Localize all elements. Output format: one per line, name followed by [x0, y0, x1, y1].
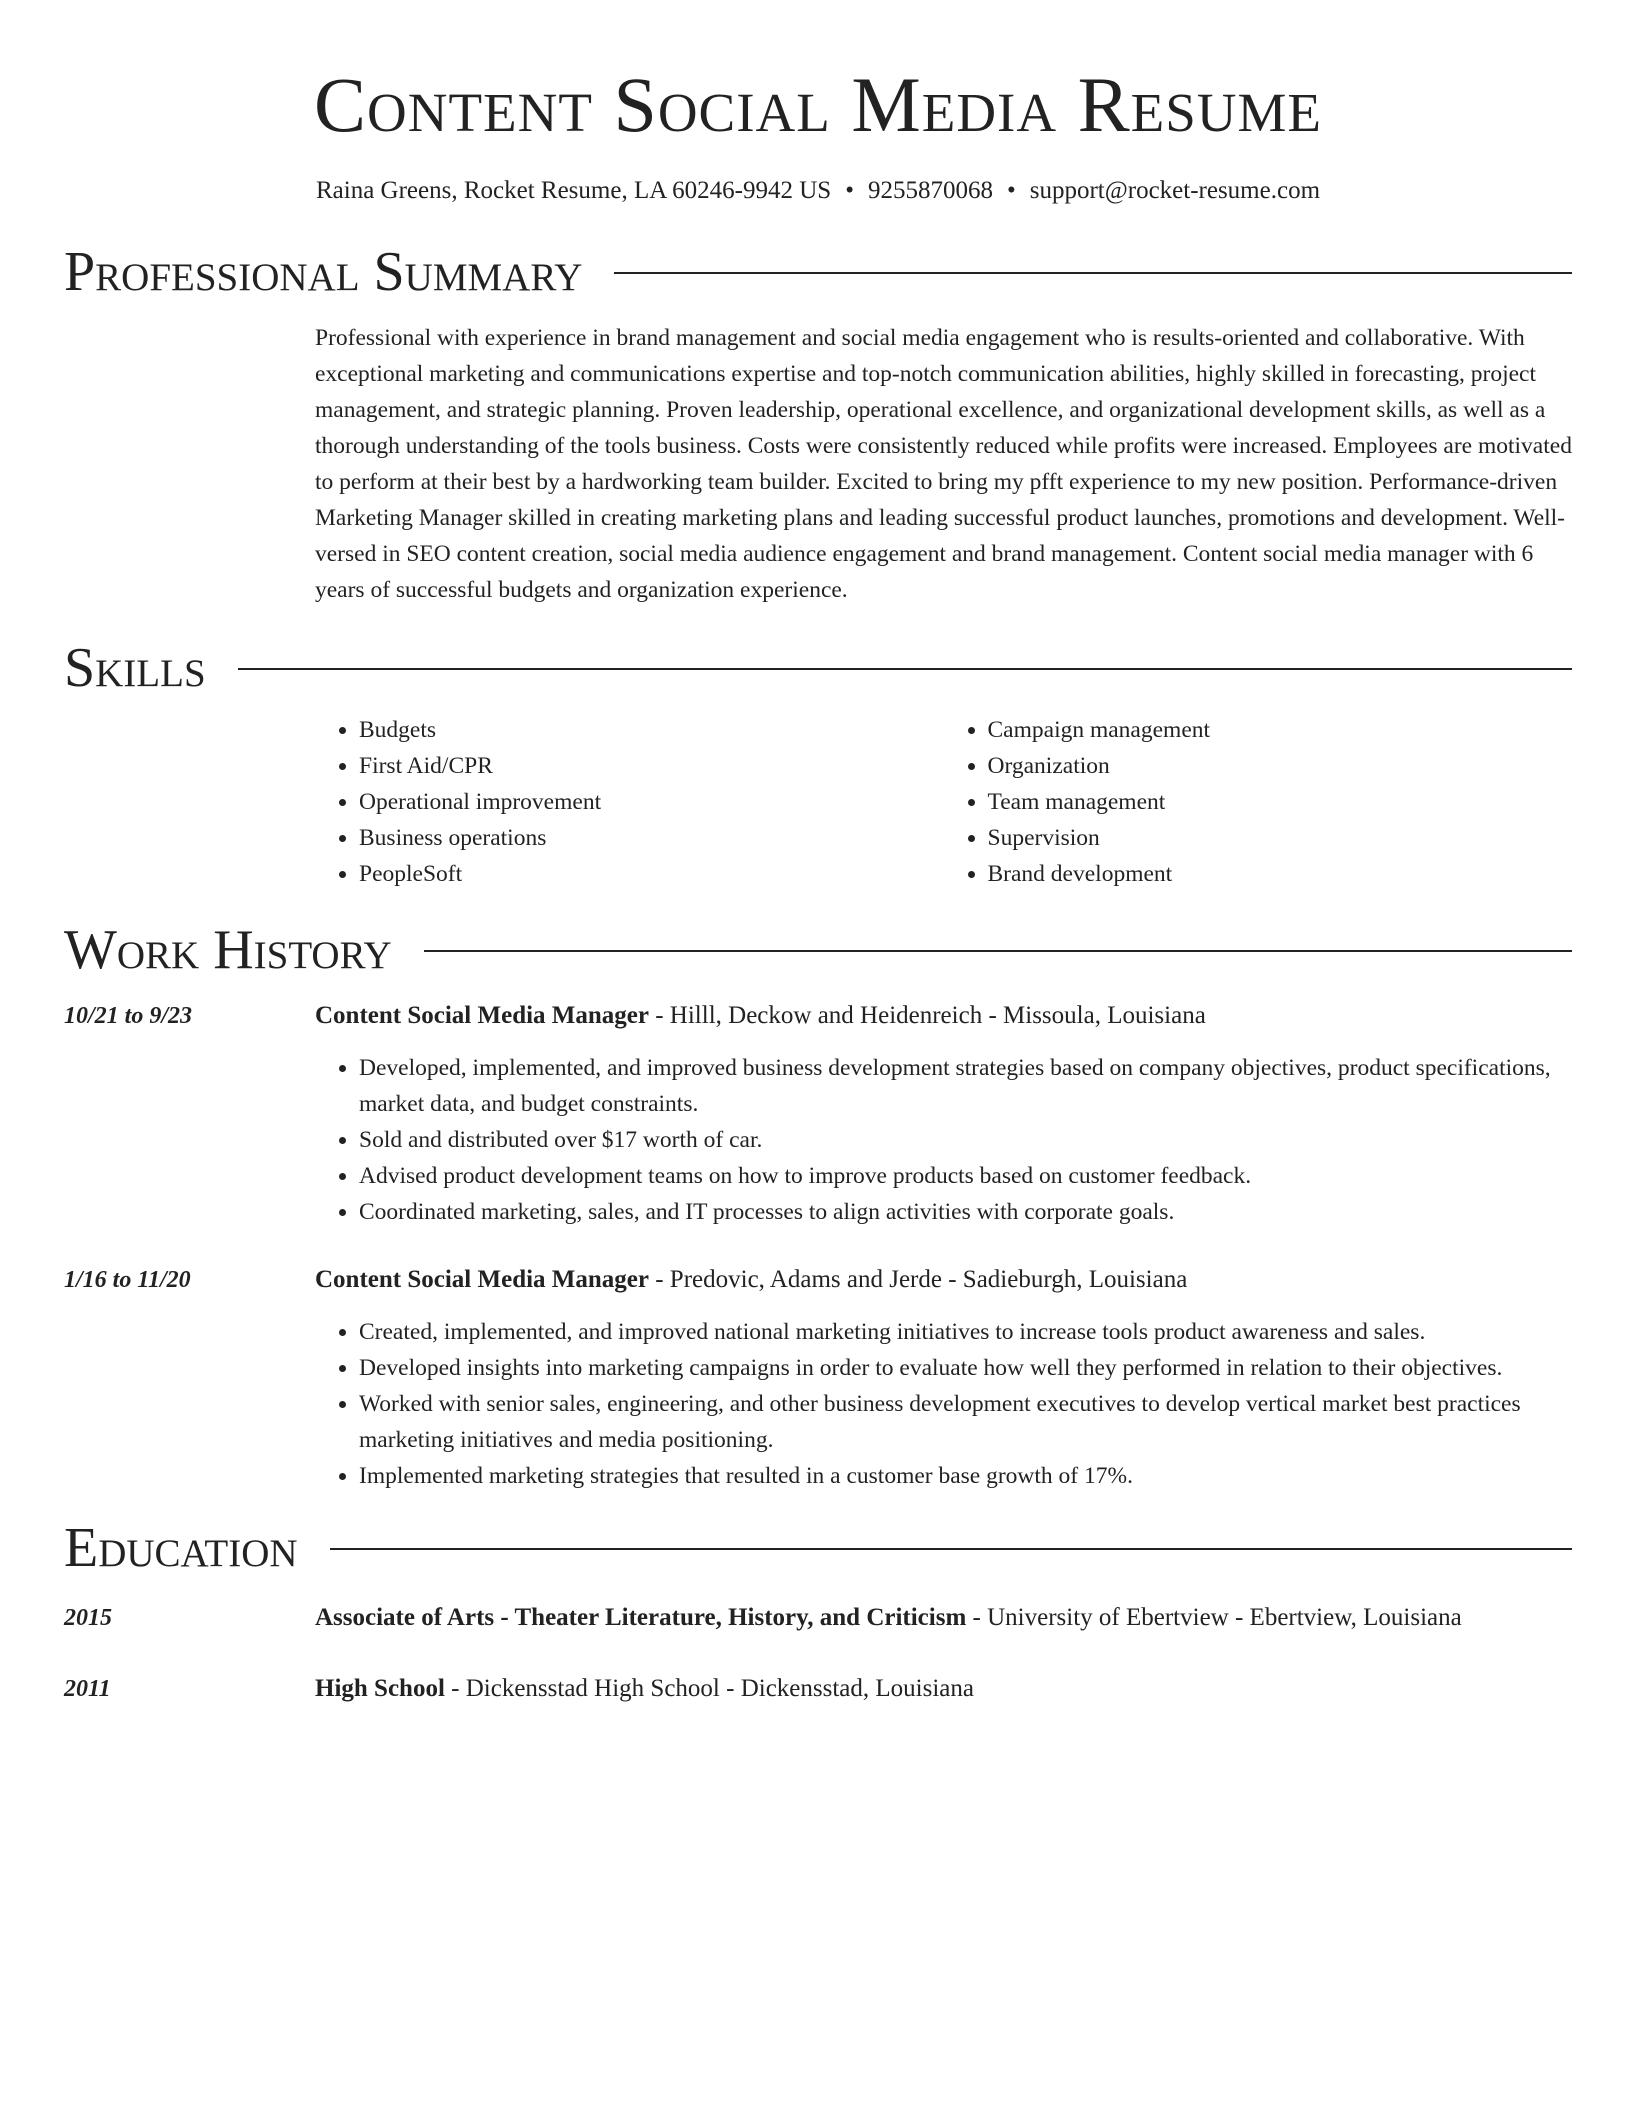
education-line: [315, 1600, 1462, 1636]
skill-item: • Campaign management: [988, 712, 1573, 748]
contact-phone: 9255870068: [867, 177, 993, 204]
skills-heading: Skills: [64, 637, 206, 699]
job-title-line: [315, 1262, 1187, 1298]
section-divider: [614, 272, 1572, 274]
skills-column-right: [944, 712, 1573, 892]
education-heading: Education: [64, 1517, 298, 1579]
job-title-line: [315, 998, 1206, 1034]
skill-item: • Team management: [988, 784, 1573, 820]
job-bullet: • Implemented marketing strategies that resulted in a customer base growth of 17%.: [359, 1458, 1572, 1494]
section-divider: [424, 950, 1572, 952]
resume-page: [64, 0, 1572, 1707]
job-bullet: • Developed insights into marketing campaigns in order to evaluate how well they performed in relation to their objectives.: [359, 1350, 1572, 1386]
skill-item: • PeopleSoft: [359, 856, 944, 892]
section-divider: [330, 1548, 1572, 1550]
skill-item: • Organization: [988, 748, 1573, 784]
job-header: [64, 1262, 1572, 1298]
contact-separator: •: [1006, 177, 1016, 204]
education-degree: Associate of Arts - Theater Literature, History, and Criticism: [315, 1604, 967, 1631]
education-entry: [64, 1671, 1572, 1707]
job-bullet: • Sold and distributed over $17 worth of car.: [359, 1122, 1572, 1158]
job-employer: - Predovic, Adams and Jerde - Sadieburgh, Louisiana: [648, 1266, 1188, 1293]
job-bullet: • Developed, implemented, and improved business development strategies based on company objectives, product specifications, market data, and budget constraints.: [359, 1050, 1572, 1122]
education-degree: High School: [315, 1675, 445, 1702]
summary-section-header: [64, 240, 1572, 304]
summary-body: [315, 320, 1572, 608]
job-bullet: • Created, implemented, and improved national marketing initiatives to increase tools product awareness and sales.: [359, 1314, 1572, 1350]
education-section-header: [64, 1516, 1572, 1580]
skills-column-left: [315, 712, 944, 892]
education-year: 2011: [64, 1676, 111, 1702]
education-school: - University of Ebertview - Ebertview, Louisiana: [966, 1604, 1462, 1631]
job-employer: - Hilll, Deckow and Heidenreich - Missoula, Louisiana: [648, 1002, 1206, 1029]
section-divider: [238, 668, 1572, 670]
skills-list: [315, 712, 1572, 892]
job-title: Content Social Media Manager: [315, 1266, 649, 1293]
job-dates: 1/16 to 11/20: [64, 1267, 191, 1293]
contact-line: [64, 176, 1572, 206]
job-dates: 10/21 to 9/23: [64, 1003, 193, 1029]
job-bullets: [315, 1314, 1572, 1494]
summary-heading: Professional Summary: [64, 241, 583, 303]
contact-separator: •: [845, 177, 854, 204]
job-title: Content Social Media Manager: [315, 1002, 649, 1029]
job-bullets: [315, 1050, 1572, 1230]
job-bullet: • Coordinated marketing, sales, and IT processes to align activities with corporate goals.: [359, 1194, 1572, 1230]
skill-item: • Supervision: [988, 820, 1573, 856]
skill-item: • Budgets: [359, 712, 944, 748]
skill-item: • Operational improvement: [359, 784, 944, 820]
job-bullet: • Advised product development teams on how to improve products based on customer feedback.: [359, 1158, 1572, 1194]
contact-email: support@rocket-resume.com: [1029, 177, 1321, 204]
skill-item: • Business operations: [359, 820, 944, 856]
job-entry: [64, 998, 1572, 1230]
education-school: - Dickensstad High School - Dickensstad, Louisiana: [444, 1675, 974, 1702]
skills-section-header: [64, 636, 1572, 700]
skill-item: • First Aid/CPR: [359, 748, 944, 784]
job-bullet: • Worked with senior sales, engineering, and other business development executives to develop vertical market best practices marketing initiatives and media positioning.: [359, 1386, 1572, 1458]
job-header: [64, 998, 1572, 1034]
education-entry: [64, 1600, 1572, 1636]
education-line: [315, 1671, 974, 1707]
skill-item: • Brand development: [988, 856, 1573, 892]
resume-title: Content Social Media Resume: [313, 61, 1323, 148]
work-heading: Work History: [64, 919, 392, 981]
summary-text: Professional with experience in brand management and social media engagement who is results-oriented and collaborative. With exceptional marketing and communications expertise and top-notch communication abilities, highly skilled in forecasting, project management, and strategic planning. Proven leadership, operational excellence, and organizational development skills, as well as a thorough understanding of the tools business. Costs were consistently reduced while profits were increased. Employees are motivated to perform at their best by a hardworking team builder. Excited to bring my pfft experience to my new position. Performance-driven Marketing Manager skilled in creating marketing plans and leading successful product launches, promotions and development. Well-versed in SEO content creation, social media audience engagement and brand management. Content social media manager with 6 years of successful budgets and organization experience.: [315, 325, 1572, 603]
contact-address: Raina Greens, Rocket Resume, LA 60246-9942 US: [315, 177, 832, 204]
work-section-header: [64, 918, 1572, 982]
education-year: 2015: [64, 1605, 112, 1631]
job-entry: [64, 1262, 1572, 1494]
